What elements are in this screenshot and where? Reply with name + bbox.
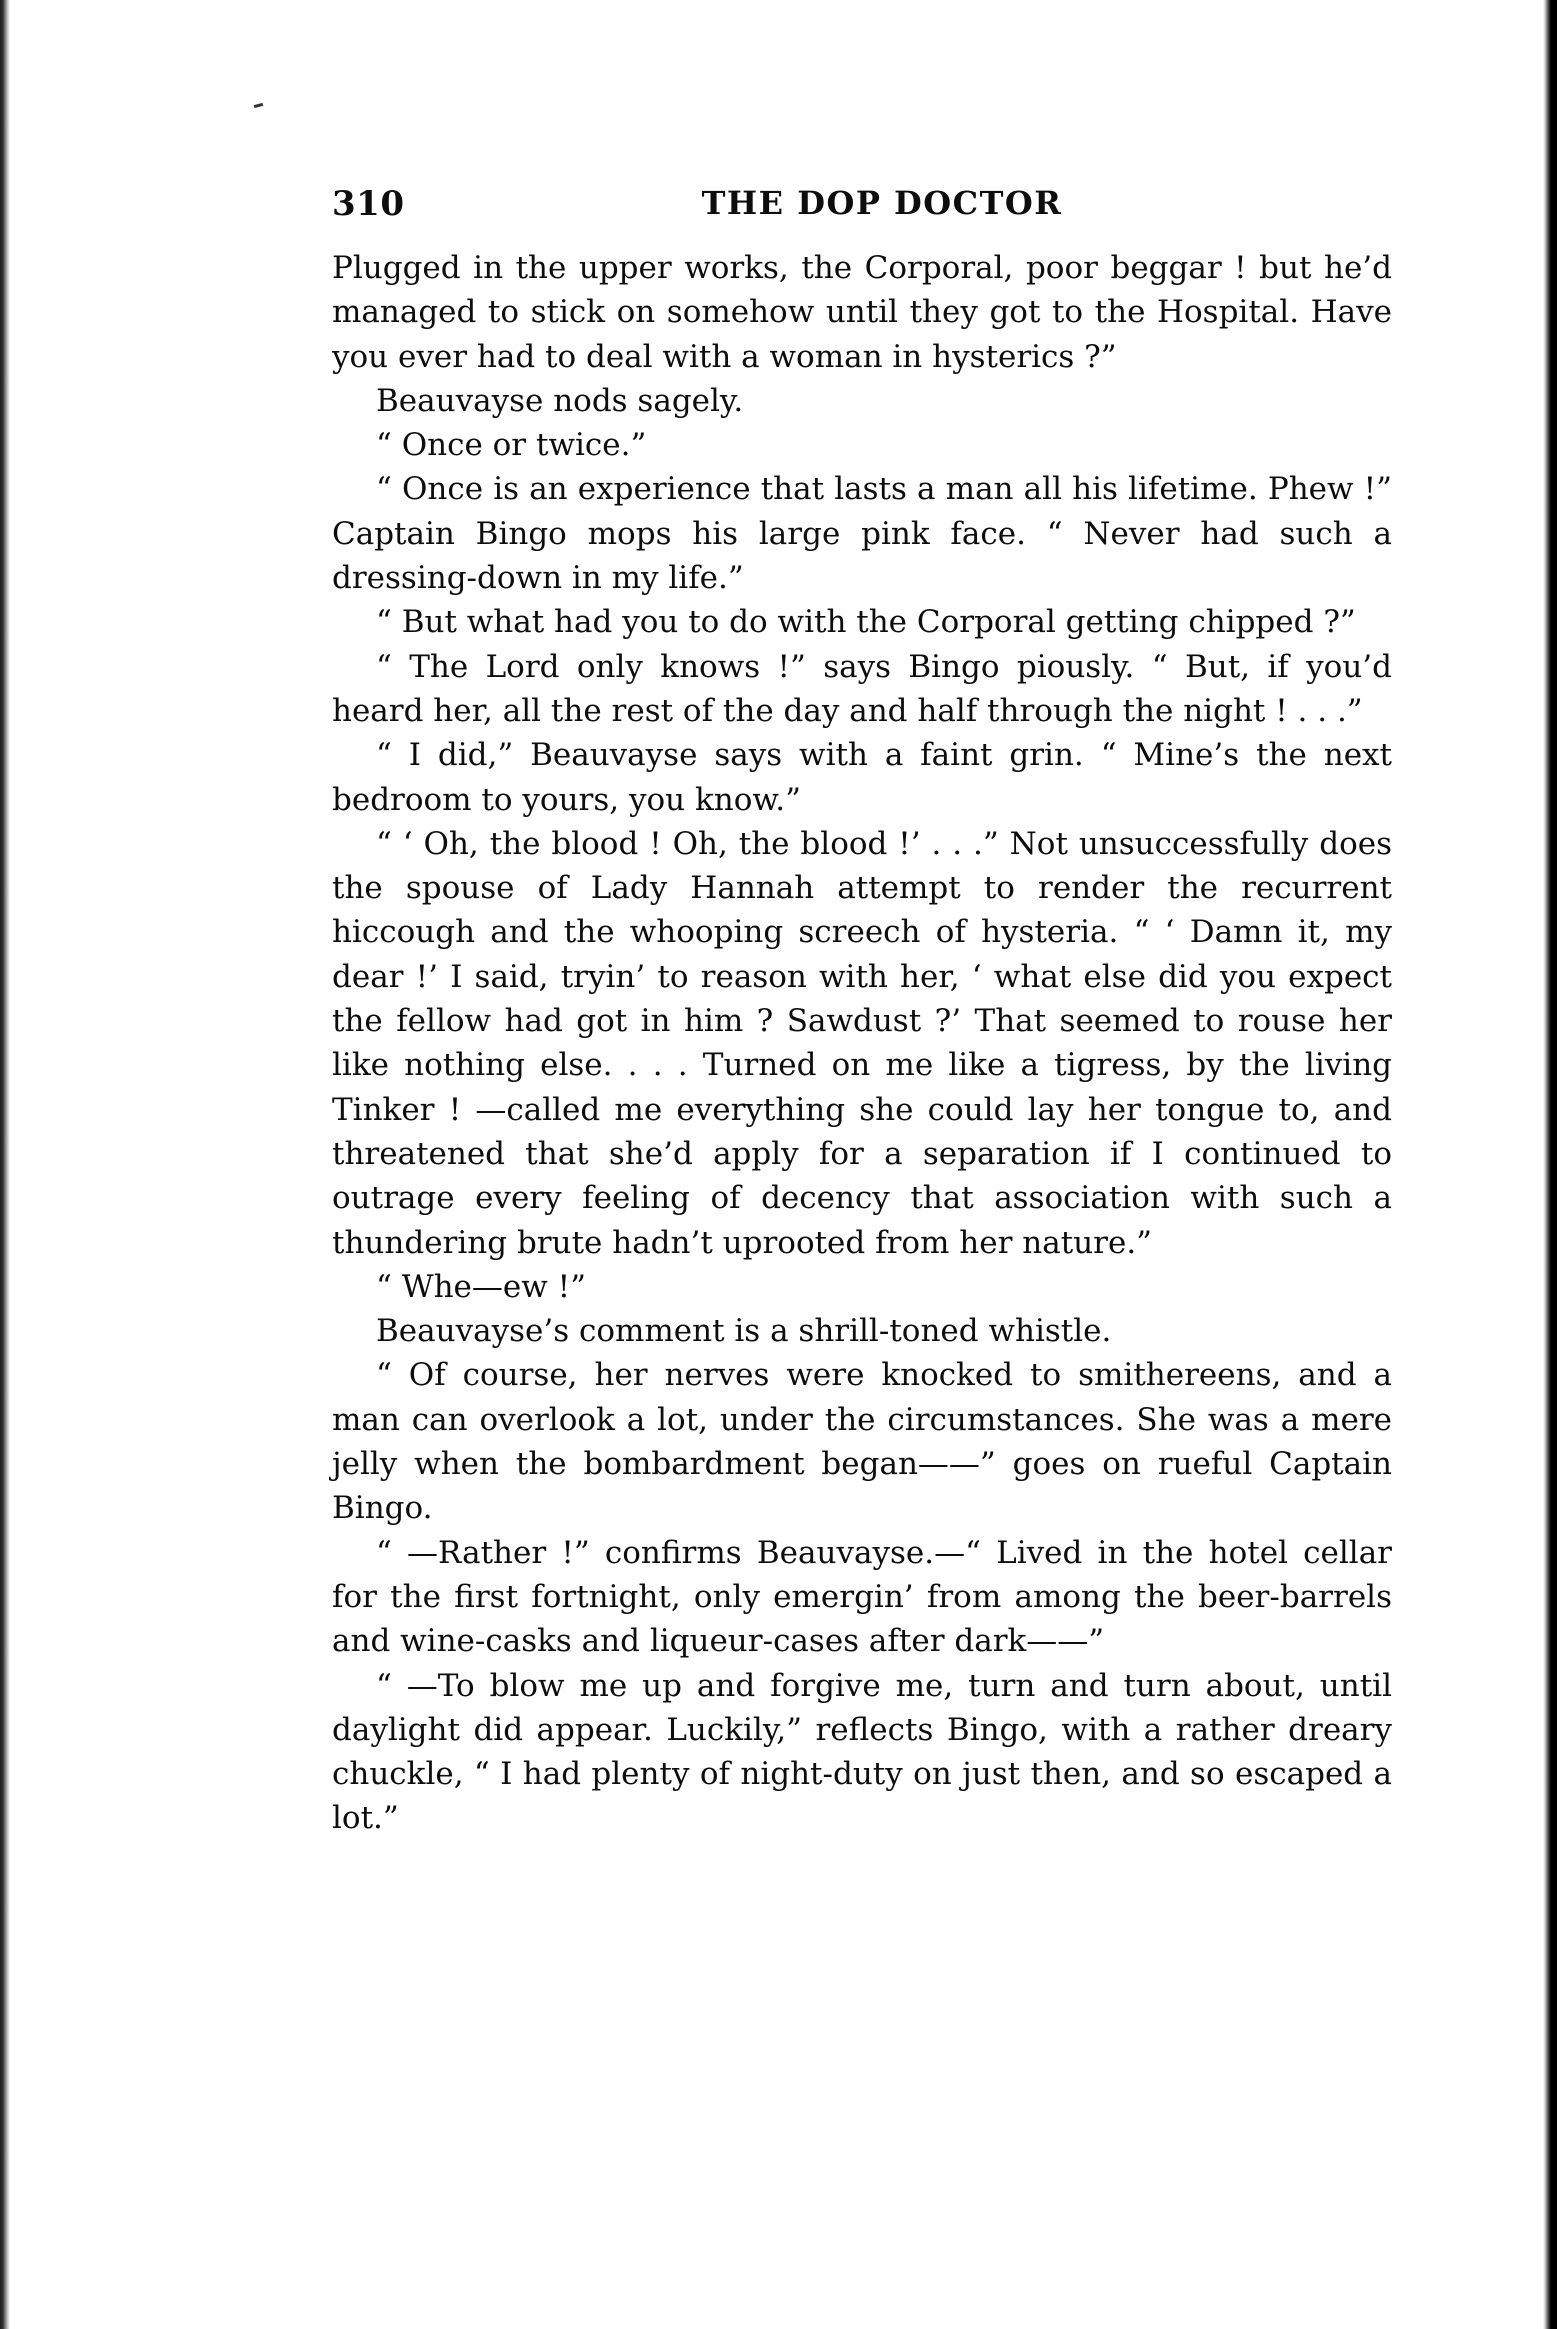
paragraph: Beauvayse nods sagely. (376, 382, 744, 419)
paragraph: “ But what had you to do with the Corporal getting chipped ?” (376, 604, 1356, 641)
ink-speck (254, 103, 263, 108)
book-page (332, 178, 1392, 1841)
running-head (332, 178, 1392, 230)
paragraph: Beauvayse’s comment is a shrill-toned whistle. (376, 1313, 1112, 1350)
scan-edge-left (0, 0, 10, 2329)
paragraph: Plugged in the upper works, the Corporal, poor beggar ! but he’d managed to stick on somehow until they got to the Hospital. Have you ever had to deal with a woman in hysterics ?” (332, 250, 1392, 375)
paragraph: “ ‘ Oh, the blood ! Oh, the blood !’ . . .” Not unsuccessfully does the spouse of Lady Hannah attempt to render the recurrent hiccough and the whooping screech of hysteria. “ ‘ Damn it, my dear !’ I said, tryin’ to reason with her, ‘ what else did you expect the fellow had got in him ? Sawdust ?’ That seemed to rouse her like nothing else. . . . Turned on me like a tigress, by the living Tinker ! —called me everything she could lay her tongue to, and threatened that she’d apply for a separation if I continued to outrage every feeling of decency that association with such a thundering brute hadn’t uprooted from her nature.” (332, 825, 1392, 1261)
running-title: THE DOP DOCTOR (701, 184, 1063, 222)
paragraph: “ The Lord only knows !” says Bingo piously. “ But, if you’d heard her, all the rest of the day and half through the night ! . . .” (332, 648, 1392, 729)
paragraph: “ —Rather !” confirms Beauvayse.—“ Lived in the hotel cellar for the first fortnight, only emergin’ from among the beer-barrels and wine-casks and liqueur-cases after dark——” (332, 1534, 1392, 1660)
body-text (332, 246, 1392, 1841)
page-number: 310 (332, 184, 405, 224)
paragraph: “ —To blow me up and forgive me, turn and turn about, until daylight did appear. Luckily,” reflects Bingo, with a rather dreary chuckle, “ I had plenty of night-duty on just then, and so escaped a lot.” (332, 1667, 1392, 1837)
paragraph: “ Whe—ew !” (376, 1268, 586, 1305)
paragraph: “ Once is an experience that lasts a man all his lifetime. Phew !” Captain Bingo mops his large pink face. “ Never had such a dressing-down in my life.” (332, 471, 1392, 597)
paragraph: “ I did,” Beauvayse says with a faint grin. “ Mine’s the next bedroom to yours, you know.” (332, 737, 1392, 818)
paragraph: “ Once or twice.” (376, 427, 647, 464)
scan-edge-right (1543, 0, 1557, 2329)
paragraph: “ Of course, her nerves were knocked to smithereens, and a man can overlook a lot, under the circumstances. She was a mere jelly when the bombardment began——” goes on rueful Captain Bingo. (332, 1357, 1392, 1527)
